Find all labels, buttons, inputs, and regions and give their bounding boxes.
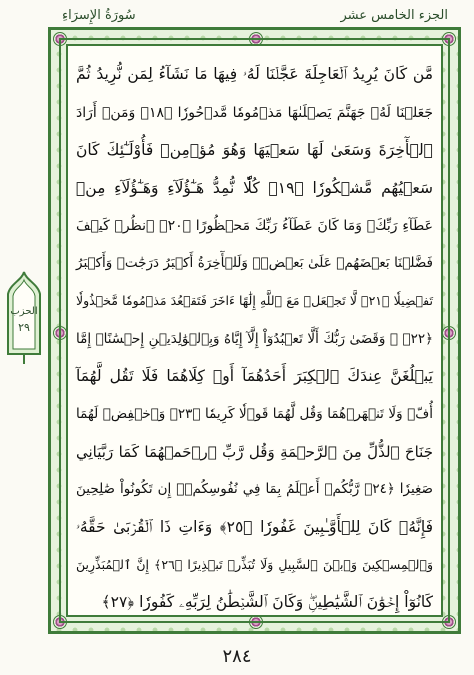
corner-rosette-icon [53, 615, 67, 629]
surah-name-header: سُورَةُ الإِسرَاءِ [62, 8, 136, 23]
text-line: جَعَلۡنَا لَهُۥ جَهَنَّمَ يَصۡلَىٰهَا مَذۡمُومٗا مَّدۡحُورٗا ﴿١٨﴾ وَمَنۡ أَرَادَ [76, 104, 433, 121]
text-line: أُفّٖ وَلَا تَنۡهَرۡهُمَا وَقُل لَّهُمَا قَوۡلٗا كَرِيمٗا ﴿٢٣﴾ وَٱخۡفِضۡ لَهُمَا [76, 406, 433, 423]
text-line: فَضَّلۡنَا بَعۡضَهُمۡ عَلَىٰ بَعۡضٖۚ وَلَلۡأٓخِرَةُ أَكۡبَرُ دَرَجَٰتٖ وَأَكۡبَرُ [76, 255, 433, 272]
text-line: مَّن كَانَ يُرِيدُ ٱلۡعَاجِلَةَ عَجَّلۡنَا لَهُۥ فِيهَا مَا نَشَآءُ لِمَن نُّرِيدُ ثُمَّ [76, 65, 433, 84]
border-rosette-icon [53, 326, 67, 340]
text-line: عَطَآءِ رَبِّكَۚ وَمَا كَانَ عَطَآءُ رَبِّكَ مَحۡظُورًا ﴿٢٠﴾ ٱنظُرۡ كَيۡفَ [76, 217, 433, 234]
text-line: سَعۡيُهُم مَّشۡكُورٗا ﴿١٩﴾ كُلّٗا نُّمِدُّ هَـٰٓؤُلَآءِ وَهَـٰٓؤُلَآءِ مِنۡ [76, 178, 433, 197]
text-line: يَبۡلُغَنَّ عِندَكَ ٱلۡكِبَرَ أَحَدُهُمَآ أَوۡ كِلَاهُمَا فَلَا تَقُل لَّهُمَآ [76, 367, 433, 386]
corner-rosette-icon [442, 32, 456, 46]
quran-text [76, 56, 433, 611]
hizb-number: ٢٩ [18, 321, 30, 334]
page-number: ٢٨٤ [222, 646, 252, 667]
text-panel [66, 44, 443, 617]
text-line: جَنَاحَ ٱلذُّلِّ مِنَ ٱلرَّحۡمَةِ وَقُل رَّبِّ ٱرۡحَمۡهُمَا كَمَا رَبَّيَانِي [76, 442, 433, 461]
juz-name-header: الجزء الخامس عشر [340, 8, 448, 23]
corner-rosette-icon [442, 615, 456, 629]
text-line: كَانُوٓاْ إِخۡوَٰنَ ٱلشَّيَٰطِينِۖ وَكَانَ ٱلشَّيۡطَٰنُ لِرَبِّهِۦ كَفُورٗا ﴿٢٧﴾ [101, 592, 433, 611]
text-line: فَإِنَّهُۥ كَانَ لِلۡأَوَّـٰبِينَ غَفُورٗا ﴿٢٥﴾ وَءَاتِ ذَا ٱلۡقُرۡبَىٰ حَقَّهُۥ [76, 517, 433, 536]
border-rosette-icon [442, 326, 456, 340]
text-line: ٱلۡأٓخِرَةَ وَسَعَىٰ لَهَا سَعۡيَهَا وَهُوَ مُؤۡمِنٞ فَأُوْلَـٰٓئِكَ كَانَ [76, 141, 433, 160]
text-line: ﴿٢٢﴾ ۞ وَقَضَىٰ رَبُّكَ أَلَّا تَعۡبُدُوٓاْ إِلَّآ إِيَّاهُ وَبِٱلۡوَٰلِدَيۡنِ إِحۡسَٰنًاۚ إِمَّا [76, 330, 433, 347]
corner-rosette-icon [53, 32, 67, 46]
hizb-badge-shape-icon [4, 270, 44, 366]
text-line: صَغِيرٗا ﴿٢٤﴾ رَّبُّكُمۡ أَعۡلَمُ بِمَا فِي نُفُوسِكُمۡۚ إِن تَكُونُواْ صَٰلِحِينَ [76, 481, 433, 498]
text-line: وَٱلۡمِسۡكِينَ وَٱبۡنَ ٱلسَّبِيلِ وَلَا تُبَذِّرۡ تَبۡذِيرًا ﴿٢٦﴾ إِنَّ ٱلۡمُبَذِّرِينَ [76, 557, 433, 573]
hizb-label: الحزب [10, 306, 38, 317]
text-line: تَفۡضِيلٗا ﴿٢١﴾ لَّا تَجۡعَلۡ مَعَ ٱللَّهِ إِلَٰهًا ءَاخَرَ فَتَقۡعُدَ مَذۡمُومٗا مَّخۡذُولٗا [76, 293, 433, 309]
hizb-badge [4, 270, 44, 366]
